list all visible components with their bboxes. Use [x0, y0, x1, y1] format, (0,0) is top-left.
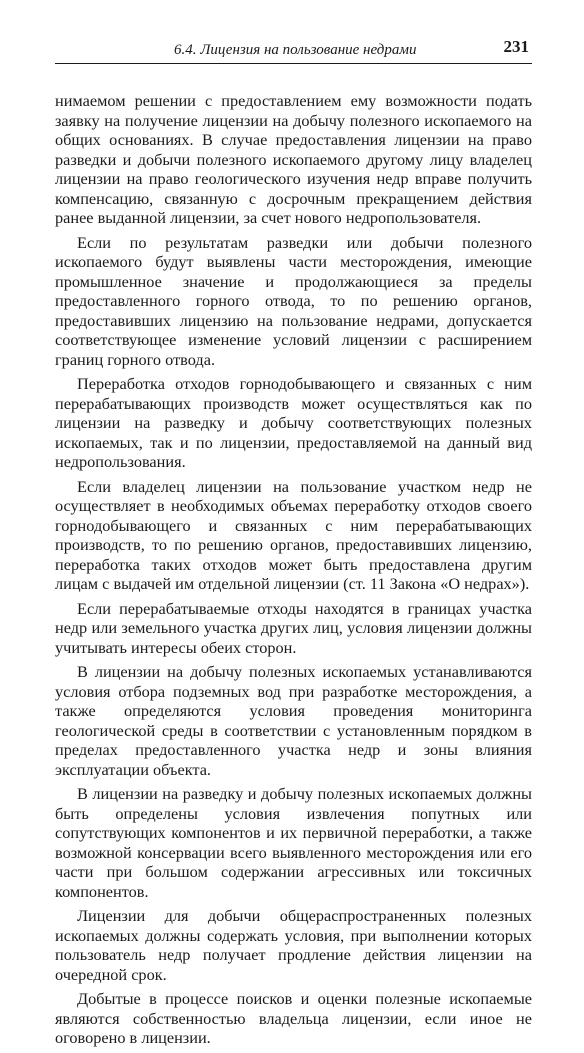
paragraph: Лицензии для добычи общераспространенных полезных ископаемых должны содержать условия, при выполнении которых пользователь недр получает продление действия лицензии на очередной срок.	[55, 906, 532, 984]
paragraph: Если по результатам разведки или добычи полезного ископаемого будут выявлены части месторождения, имеющие промышленное значение и продолжающиеся за пределы предоставленного горного отвода, то по решению органов, предоставивших лицензию на пользование недрами, допускается соответствующее изменение условий лицензии с расширением границ горного отвода.	[55, 232, 532, 369]
paragraph: В лицензии на разведку и добычу полезных ископаемых должны быть определены условия извлечения попутных или сопутствующих компонентов и их первичной переработки, а также возможной консервации всего выявленного месторождения или его части при большом содержании агрессивных или токсичных компонентов.	[55, 784, 532, 901]
paragraph: Если перерабатываемые отходы находятся в границах участка недр или земельного участка других лиц, условия лицензии должны учитывать интересы обеих сторон.	[55, 598, 532, 657]
paragraph-continued: нимаемом решении с предоставлением ему возможности подать заявку на получение лицензии на добычу полезного ископаемого на общих основаниях. В случае предоставления лицензии на право разведки и добычи полезного ископаемого другому лицу владелец лицензии на право геологического изучения недр вправе получить компенсацию, связанную с досрочным прекращением действия ранее выданной лицензии, за счет нового недропользователя.	[55, 91, 532, 227]
paragraph: Переработка отходов горнодобывающего и связанных с ним перерабатывающих производств может осуществляться как по лицензии на разведку и добычу соответствующих полезных ископаемых, так и по лицензии, предоставляемой на данный вид недропользования.	[55, 374, 532, 471]
page-number: 231	[503, 37, 529, 56]
running-header-title: 6.4. Лицензия на пользование недрами	[174, 42, 417, 58]
header-divider	[55, 63, 532, 64]
paragraph: Если владелец лицензии на пользование участком недр не осуществляет в необходимых объемах переработку отходов своего горнодобывающего и связанных с ним перерабатывающих производств, то по решению органов, предоставивших лицензию, переработка таких отходов может быть предоставлена другим лицам с выдачей им отдельной лицензии (ст. 11 Закона «О недрах»).	[55, 476, 532, 593]
paragraph: В лицензии на добычу полезных ископаемых устанавливаются условия отбора подземных вод при разработке месторождения, а также определяются условия проведения мониторинга геологической среды в соответствии с установленным порядком в пределах предоставленного участка недр и зоны влияния эксплуатации объекта.	[55, 662, 532, 779]
running-header	[54, 36, 531, 60]
paragraph: Добытые в процессе поисков и оценки полезные ископаемые являются собственностью владельца лицензии, если иное не оговорено в лицензии.	[55, 989, 532, 1047]
body-text	[55, 91, 532, 1053]
